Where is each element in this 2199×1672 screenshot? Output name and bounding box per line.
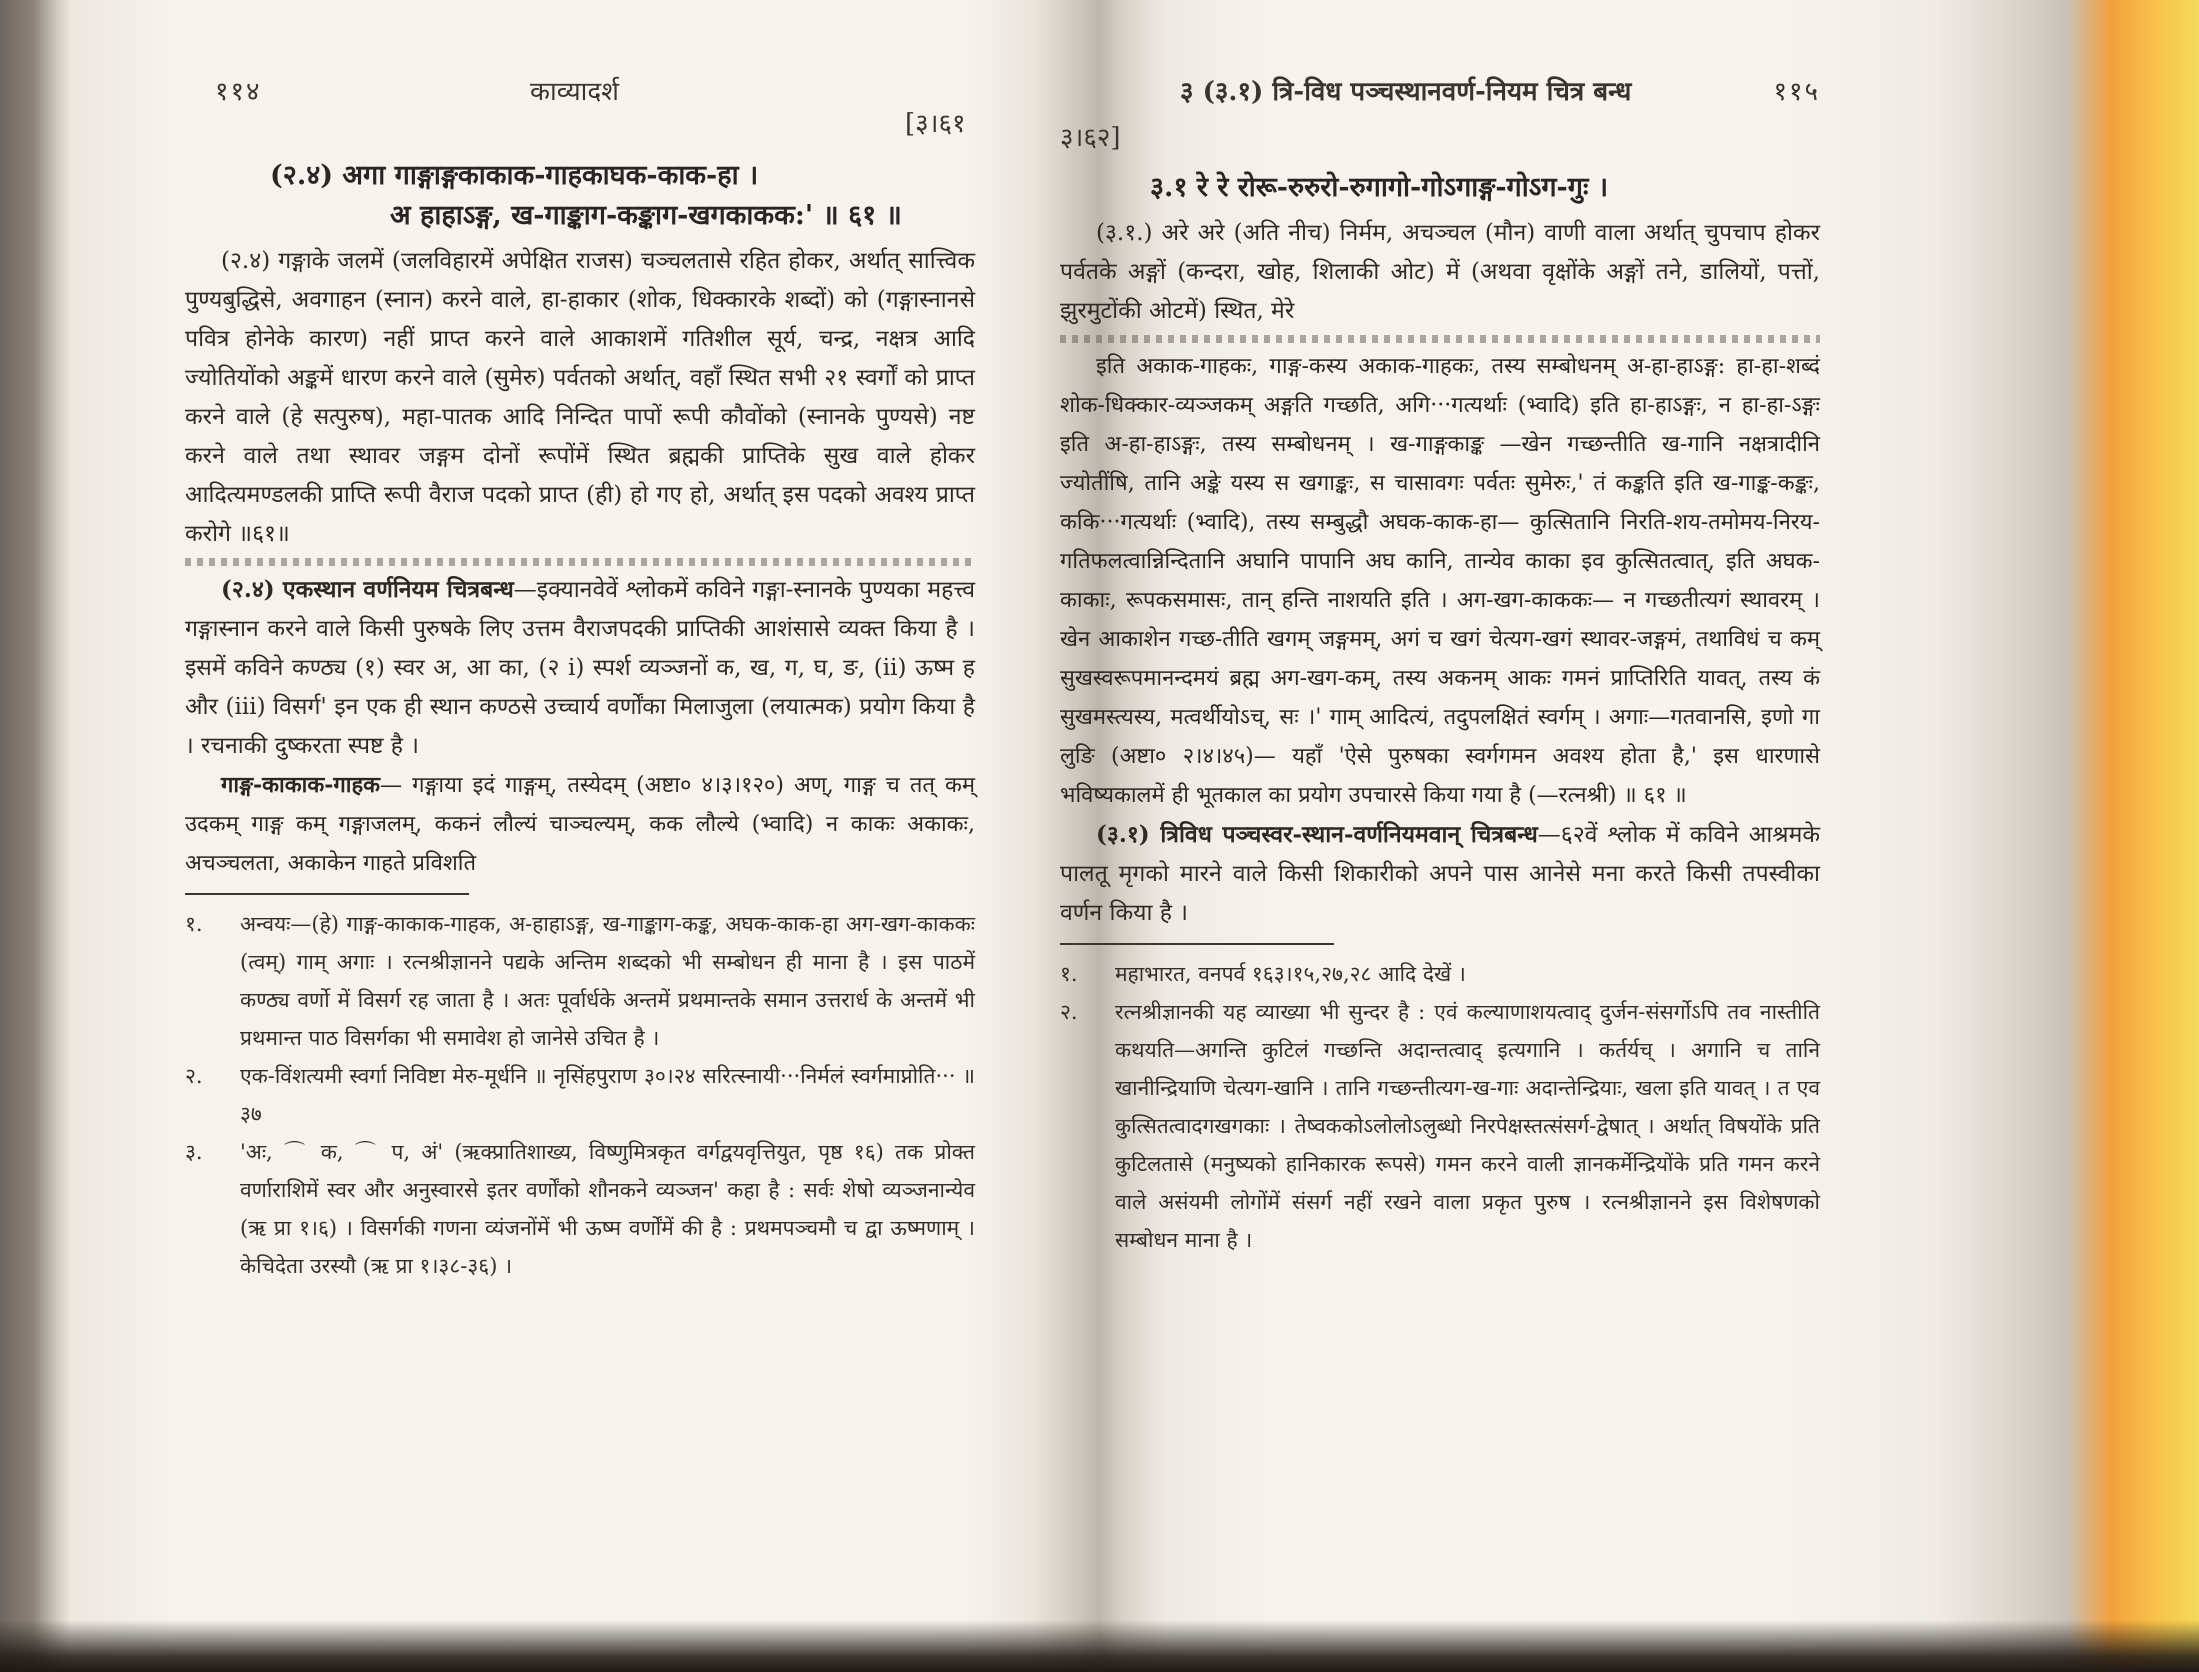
footnote-text: 'अः, ⌒ क, ⌒ प, अं' (ऋक्प्रातिशाख्य, विष्णुमित्रकृत वर्गद्वयवृत्तियुत, पृष्ठ १६) तक प्रोक्त वर्णाराशिमें स्वर और अनुस्वारसे इतर वर्णोंको शौनकने व्यञ्जन' कहा है : सर्वः शेषो व्यञ्जनान्येव (ऋ प्रा १।६) । विसर्गकी गणना व्यंजनोंमें भी ऊष्म वर्णोंमें की है : प्रथमपञ्चमौ च द्वा ऊष्मणाम् । केचिदेता उरस्यौ (ऋ प्रा १।३८-३६) । [240, 1140, 975, 1278]
footnote [185, 905, 975, 1057]
analysis-body: —इक्यानवेवें श्लोकमें कविने गङ्गा-स्नानके पुण्यका महत्त्व गङ्गास्नान करने वाले किसी पुरुषके लिए उत्तम वैराजपदकी प्राप्तिकी आशंसासे व्यक्त किया है । इसमें कविने कण्ठ्य (१) स्वर अ, आ का, (२ i) स्पर्श व्यञ्जनों क, ख, ग, घ, ङ, (ii) ऊष्म ह और (iii) विसर्ग' इन एक ही स्थान कण्ठसे उच्चार्य वर्णोंका मिलाजुला (लयात्मक) प्रयोग किया है । रचनाकी दुष्करता स्पष्ट है । [185, 577, 975, 759]
verse-number: [३।६१ [905, 109, 966, 139]
analysis-heading: (३.१) त्रिविध पञ्चस्वर-स्थान-वर्णनियमवान् चित्रबन्ध [1096, 821, 1538, 848]
wavy-divider [1060, 335, 1820, 343]
analysis-heading: (२.४) एकस्थान वर्णनियम चित्रबन्ध [221, 576, 514, 603]
left-page [185, 60, 975, 1540]
analysis-body: —६२वें श्लोक में कविने आश्रमके पालतू मृगको मारने वाले किसी शिकारीको अपने पास आनेसे मना करते किसी तपस्वीका वर्णन किया है । [1060, 822, 1821, 926]
translation-paragraph: (३.१.) अरे अरे (अति नीच) निर्मम, अचञ्चल (मौन) वाणी वाला अर्थात् चुपचाप होकर पर्वतके अङ्गों (कन्दरा, खोह, शिलाकी ओट) में (अथवा वृक्षोंके अङ्गों तने, डालियों, पत्तों, झुरमुटोंकी ओटमें) स्थित, मेरे [1060, 220, 1820, 324]
footnote [185, 1057, 975, 1133]
left-running-head [185, 60, 975, 139]
footnote-number: २. [1060, 1000, 1078, 1024]
right-page [1060, 60, 1820, 1540]
verse-block [185, 156, 975, 236]
book-bottom-shadow [0, 1620, 2199, 1672]
commentary-paragraph: इति अकाक-गाहकः, गाङ्ग-कस्य अकाक-गाहकः, तस्य सम्बोधनम् अ-हा-हाऽङ्ग: हा-हा-शब्दं शोक-धिक्कार-व्यञ्जकम् अङ्गति गच्छति, अगि···गत्यर्थाः (भ्वादि) इति हा-हाऽङ्गः, न हा-हा-ऽङ्गः इति अ-हा-हाऽङ्गः, तस्य सम्बोधनम् । ख-गाङ्गकाङ्क —खेन गच्छन्तीति ख-गानि नक्षत्रादीनि ज्योतींषि, तानि अङ्के यस्य स खगाङ्कः, स चासावगः पर्वतः सुमेरुः,' तं कङ्कति इति ख-गाङ्क-कङ्कः, ककि···गत्यर्थाः (भ्वादि), तस्य सम्बुद्धौ अघक-काक-हा— कुत्सितानि निरति-शय-तमोमय-निरय-गतिफलत्वान्निन्दितानि अघानि पापानि अघ कानि, तान्येव काका इव कुत्सितत्वात्, इति अघक-काकाः, रूपकसमासः, तान् हन्ति नाशयति इति । अग-खग-काककः— न गच्छतीत्यगं स्थावरम् । खेन आकाशेन गच्छ-तीति खगम् जङ्गमम्, अगं च खगं चेत्यग-खगं स्थावर-जङ्गमं, तथाविधं च कम् सुखस्वरूपमानन्दमयं ब्रह्म अग-खग-कम्, तस्य अकनम् आकः गमनं प्राप्तिरिति यावत्, तस्य कं सुखमस्त्यस्य, मत्वर्थीयोऽच्, सः ।' गाम् आदित्यं, तदुपलक्षितं स्वर्गम् । अगाः—गतवानसि, इणो गा लुङि (अष्टा० २।४।४५)— यहाँ 'ऐसे पुरुषका स्वर्गगमन अवश्य होता है,' इस धारणासे भविष्यकालमें ही भूतकाल का प्रयोग उपचारसे किया गया है (—रत्नश्री) ॥ ६१ ॥ [1060, 354, 1820, 808]
translation-paragraph: (२.४) गङ्गाके जलमें (जलविहारमें अपेक्षित राजस) चञ्चलतासे रहित होकर, अर्थात् सात्त्विक पुण्यबुद्धिसे, अवगाहन (स्नान) करने वाले, हा-हाकार (शोक, धिक्कारके शब्दों) को (गङ्गास्नानसे पवित्र होनेके कारण) नहीं प्राप्त करने वाले आकाशमें गतिशील सूर्य, चन्द्र, नक्षत्र आदि ज्योतियोंको अङ्कमें धारण करने वाले (सुमेरु) पर्वतको अर्थात्, वहाँ स्थित सभी २१ स्वर्गों को प्राप्त करने वाले (हे सत्पुरुष), महा-पातक आदि निन्दित पापों रूपी कौवोंको (स्नानके पुण्यसे) नष्ट करने वाले तथा स्थावर जङ्गम दोनों रूपोंमें स्थित ब्रह्मकी प्राप्तिके सुख वाले होकर आदित्यमण्डलकी प्राप्ति रूपी वैराज पदको प्राप्त (ही) हो गए हो, अर्थात् इस पदको अवश्य प्राप्त करोगे ॥६१॥ [185, 248, 975, 547]
commentary-body: — गङ्गाया इदं गाङ्गम्, तस्येदम् (अष्टा० ४।३।१२०) अण्, गाङ्ग च तत् कम् उदकम् गाङ्ग कम् गङ्गाजलम्, ककनं लौल्यं चाञ्चल्यम्, कक लौल्ये (भ्वादि) न काकः अकाकः, अचञ्चलता, अकाकेन गाहते प्रविशति [185, 773, 975, 876]
wavy-divider [185, 558, 975, 566]
footnote-text: महाभारत, वनपर्व १६३।१५,२७,२८ आदि देखें । [1115, 962, 1466, 986]
footnote-text: एक-विंशत्यमी स्वर्गा निविष्टा मेरु-मूर्धनि ॥ नृसिंहपुराण ३०।२४ सरित्स्नायी···निर्मलं स्वर्गमाप्नोति··· ॥ ३७ [240, 1064, 975, 1126]
footnote-number: १. [185, 912, 203, 936]
footnote [1060, 993, 1820, 1259]
verse-line: अ हाहाऽङ्ग, ख-गाङ्काग-कङ्काग-खगकाकक:' ॥ ६१ ॥ [390, 200, 902, 231]
footnote-rule [185, 893, 469, 895]
page-number: ११४ [215, 77, 262, 107]
footnote-number: २. [185, 1064, 203, 1088]
verse-line: (२.४) अगा गाङ्गाङ्गकाकाक-गाहकाघक-काक-हा । [270, 160, 759, 191]
verse-number: ३।६२] [1060, 123, 1121, 153]
footnote-text: अन्वयः—(हे) गाङ्ग-काकाक-गाहक, अ-हाहाऽङ्ग, ख-गाङ्काग-कङ्क, अघक-काक-हा अग-खग-काककः (त्वम्) गाम् अगाः । रत्नश्रीज्ञानने पद्यके अन्तिम शब्दको भी सम्बोधन ही माना है । इस पाठमें कण्ठ्य वर्णो में विसर्ग रह जाता है । अतः पूर्वार्धके अन्तमें प्रथमान्तके समान उत्तरार्ध के अन्तमें भी प्रथमान्त पाठ विसर्गका भी समावेश हो जानेसे उचित है । [240, 912, 975, 1050]
commentary-paragraph [185, 766, 975, 883]
analysis-paragraph [1060, 815, 1820, 933]
footnote-number: १. [1060, 962, 1078, 986]
footnote-number: ३. [185, 1140, 203, 1164]
footnote-rule [1060, 943, 1334, 945]
analysis-paragraph [185, 570, 975, 766]
footnote-text: रत्नश्रीज्ञानकी यह व्याख्या भी सुन्दर है : एवं कल्याणाशयत्वाद् दुर्जन-संसर्गोऽपि तव नास्तीति कथयति—अगन्ति कुटिलं गच्छन्ति अदान्तत्वाद् इत्यगानि । कर्तर्यच् । अगानि च तानि खानीन्द्रियाणि चेत्यग-खानि । तानि गच्छन्तीत्यग-ख-गाः अदान्तेन्द्रियाः, खला इति यावत् । त एव कुत्सितत्वादगखगकाः । तेष्वककोऽलोलोऽलुब्धो निरपेक्षस्तत्संसर्ग-द्वेषात् । अर्थात् विषयोंके प्रति कुटिलतासे (मनुष्यको हानिकारक रूपसे) गमन करने वाली ज्ञानकर्मेन्द्रियोंके प्रति गमन करने वाले असंयमी लोगोंमें संसर्ग नहीं रखने वाला प्रकृत पुरुष । रत्नश्रीज्ञानने इस विशेषणको सम्बोधन माना है । [1115, 1000, 1820, 1252]
page-number: ११५ [1773, 77, 1820, 107]
commentary-heading: गाङ्ग-काकाक-गाहक [221, 772, 381, 798]
footnote [185, 1133, 975, 1285]
footnote [1060, 955, 1820, 993]
running-title: ३ (३.१) त्रि-विध पञ्चस्थानवर्ण-नियम चित्र बन्ध [1180, 77, 1632, 107]
running-title: काव्यादर्श [530, 77, 619, 107]
verse-line: ३.१ रे रे रोरू-रुरुरो-रुगागो-गोऽगाङ्ग-गोऽग-गुः । [1150, 172, 1609, 203]
verse-block [1060, 168, 1820, 208]
right-running-head [1060, 60, 1820, 153]
